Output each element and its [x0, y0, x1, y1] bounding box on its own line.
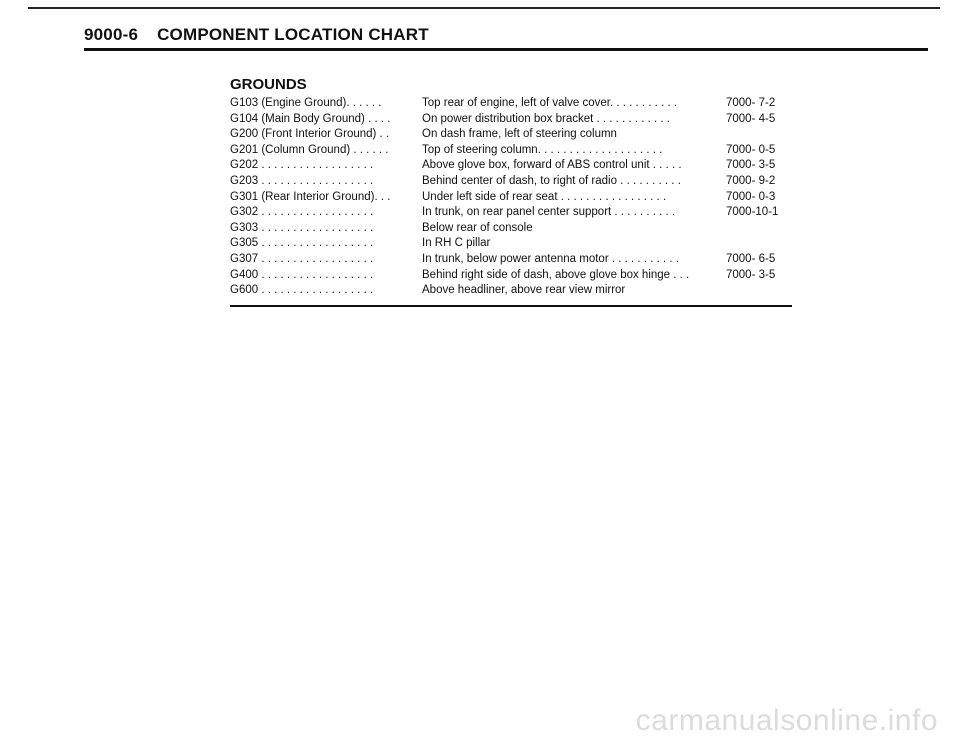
reference-cell: 7000- 4-5: [726, 112, 776, 125]
reference-cell: [726, 283, 792, 299]
table-row: [230, 174, 792, 190]
table-row: [230, 236, 792, 252]
location-cell: On dash frame, left of steering column: [422, 128, 617, 141]
location-cell: Below rear of console: [422, 221, 533, 234]
component-cell: G302 . . . . . . . . . . . . . . . . . .: [230, 206, 374, 219]
location-cell: In RH C pillar: [422, 237, 491, 250]
component-cell: G201 (Column Ground) . . . . . .: [230, 143, 389, 156]
location-cell: On power distribution box bracket . . . . . . . . . . . .: [422, 112, 670, 125]
location-cell: Top of steering column. . . . . . . . . . . . . . . . . . . .: [422, 143, 663, 156]
page-number: 9000-6: [84, 25, 139, 44]
grounds-section: [230, 76, 792, 307]
location-cell: Above glove box, forward of ABS control unit . . . . .: [422, 159, 682, 172]
table-row: [230, 190, 792, 206]
table-row: [230, 127, 792, 143]
reference-cell: 7000-10-1: [726, 206, 779, 219]
table-row: [230, 96, 792, 112]
location-cell: Behind center of dash, to right of radio . . . . . . . . . .: [422, 174, 681, 187]
table-row: [230, 205, 792, 221]
table-row: [230, 143, 792, 159]
table-row: [230, 158, 792, 174]
location-cell: Top rear of engine, left of valve cover. . . . . . . . . . .: [422, 97, 678, 109]
component-cell: G600 . . . . . . . . . . . . . . . . . .: [230, 284, 374, 297]
reference-cell: 7000- 3-5: [726, 159, 776, 172]
reference-cell: 7000- 0-5: [726, 143, 776, 156]
component-cell: G203 . . . . . . . . . . . . . . . . . .: [230, 174, 374, 187]
page-header: [84, 25, 928, 51]
reference-cell: 7000- 0-3: [726, 190, 776, 203]
location-cell: In trunk, on rear panel center support . . . . . . . . . .: [422, 206, 676, 219]
reference-cell: [726, 236, 792, 252]
table-row: [230, 112, 792, 128]
reference-cell: 7000- 7-2: [726, 97, 776, 109]
reference-cell: [726, 127, 792, 143]
reference-cell: 7000- 9-2: [726, 174, 776, 187]
table-bottom-rule: [230, 305, 792, 307]
component-cell: G202 . . . . . . . . . . . . . . . . . .: [230, 159, 374, 172]
table-row: [230, 221, 792, 237]
watermark-text: carmanualsonline.info: [635, 704, 938, 737]
component-cell: G305 . . . . . . . . . . . . . . . . . .: [230, 237, 374, 250]
component-cell: G103 (Engine Ground). . . . . .: [230, 97, 382, 109]
component-cell: G301 (Rear Interior Ground). . .: [230, 190, 391, 203]
component-cell: G104 (Main Body Ground) . . . .: [230, 112, 391, 125]
location-cell: Behind right side of dash, above glove box hinge . . .: [422, 268, 690, 281]
location-cell: Under left side of rear seat . . . . . . . . . . . . . . . . .: [422, 190, 667, 203]
section-title: GROUNDS: [230, 76, 307, 93]
component-cell: G400 . . . . . . . . . . . . . . . . . .: [230, 268, 374, 281]
component-cell: G303 . . . . . . . . . . . . . . . . . .: [230, 221, 374, 234]
component-cell: G200 (Front Interior Ground) . .: [230, 128, 390, 141]
table-row: [230, 252, 792, 268]
reference-cell: 7000- 6-5: [726, 252, 776, 265]
location-cell: In trunk, below power antenna motor . . . . . . . . . . .: [422, 252, 679, 265]
table-row: [230, 268, 792, 284]
reference-cell: 7000- 3-5: [726, 268, 776, 281]
location-cell: Above headliner, above rear view mirror: [422, 284, 626, 297]
reference-cell: [726, 221, 792, 237]
top-rule: [28, 7, 940, 9]
page-title: COMPONENT LOCATION CHART: [157, 25, 429, 44]
table-row: [230, 283, 792, 299]
component-cell: G307 . . . . . . . . . . . . . . . . . .: [230, 252, 374, 265]
grounds-table: [230, 96, 792, 299]
